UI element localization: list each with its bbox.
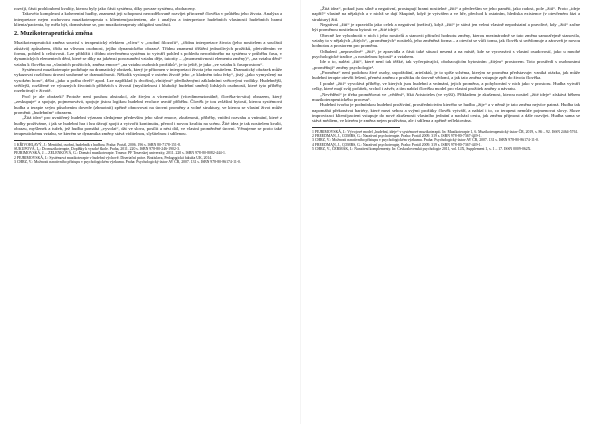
- footnote: 1 KŘIVOHLAVÝ, J.: Mentální, osobní, hudebník s hudbou. Praha: Portál, 2006. 196 s. ISBN 80-7178-151-8.: [14, 142, 181, 147]
- body-paragraph: Proč je ale obrázek? Protože není pouhou abstrakcí, ale živým a vícemiočně (vícedimenzionálně, člověka-in-situ) obrazem, který „zeskupuje“ a spojuje, pojmenovává, spojuje jistou logikou hudební evoluce uvnitř příběhu. Člověk je tou zvláštní bytostí, kterou systémová hudba a terapie svým působením dovede (zhmotnit) zpětně obnovovat na úrovni proměny a volné struktury, ve kterou se vlastní život může proměnit „hudebním“ obrazem.: [14, 93, 282, 115]
- footnote: PEJRIMOVSKÁ, J. – ZELENKOVÁ, G.: Domácí muzikoterapie. Trnava: PF Trnavskej univerzity, 2011. 220 s. ISBN 978-80-8082-444-1.: [14, 151, 226, 156]
- footnote: 2 PEJRIMOVSKÁ, J.: Systémová muzikoterapie v hudební výchově. Disertační práce. Bratislava, Pedagogická fakulta UK, 2014.: [14, 155, 213, 160]
- footnote: 3 CHRZ, V.: Možnosti narativního přístupu v psychologickém výzkumu. Praha: Psychologický ústav AV ČR, 2007. 131 s. ISBN 978-80-86174-11-0.: [312, 138, 539, 143]
- footnotes-right: [312, 130, 580, 152]
- footnote: 4 FREEDMAN, J., COMBS, G.: Narativní psychoterapie. Praha: Portál 2009. 319 s. ISBN 978-80-7367-449-1.: [312, 142, 482, 147]
- body-paragraph: „Nevědění“ je třeba proměňovat ve „vědění“, říká Aristoteles (ve vyšší). Příkladem je zkušenost, kterou nositel „žité ideje“ získává během muzikoterapeutického procesu¹.: [312, 91, 580, 102]
- footnote: 3 CHRZ, V.: Možnosti narativního přístupu v psychologickém výzkumu. Praha: Psychologický ústav AV ČR, 2007. 131 s. ISBN 978-80-86174-11-0.: [14, 160, 241, 165]
- body-paragraph: „Žitá idea“, pokud jsou silně a negativní, prostupují hrami nositelné „žití“ a především ve jeho paměti, jako radost, pole „žití“. Proto „ideje napříč“ vlastně na nějakých a v nichž se dají Skupině, když je vytvářen a ve hře, přechod k ostatním, hlediska existence (v otevřeném fázi a struktury) žití.: [312, 6, 580, 22]
- intro-paragraph: rozvíjí, části prohloubení kvality, kterou byly jako části systému, díky povaze systému, obohaceny.: [14, 6, 196, 11]
- body-paragraph: „Proměna“ není podobou živé osoby, uspořádání, artefaktů, je to spíše schéma, kterým se proměna představuje: vzniká otázka, jak může hudební terapie otevřít řešení, přenést změnu z prožitku do úrovně vědomí, a jak tato změna vstupuje zpět do života člověka.: [312, 70, 580, 81]
- body-paragraph: Muzikoterapeutická změna souvisí s terapeutický efektem „vlivu“ v „osobní filozofii“, „třídnu interpretace života (jeho nositelem a součástí zůstává) způsobem, třídu na vlivnou osobnost, jejího dynamického obrazu¹. Třídnu znamená tříštění jednotlivých prožitků, přetvářením ve formu, pohled k celistvosti. Lze přiblížit i třídnu otevřenému systému to vytváří pohled s pohledu nerozbitného na systému v průběhu času, v dynamických elementech dění, které se díky na jakémsi porozumění vztahu děje, tutority – „(momentivnosti elementu změny)“, „na vztahu dění“ vztahu k člověku na „vlastních prožitcích, změna emoce“ „na vztahu osobních prožitků“, je to ještě, je jako „ve vztahu k časoprostoru“.: [14, 40, 282, 67]
- footnote-divider: [312, 127, 400, 128]
- left-page: [14, 6, 282, 418]
- footnote: SUKUPOVÁ, L.: Do muzikoterapie. Doplňky k vysoké škole. Praha, 2011. 220 s. ISBN 978-80-246-1902-3.: [14, 147, 180, 152]
- body-paragraph: Systémová muzikoterapie podtrhuje na dramatický obrázek, který je přítomen v interpretaci života jeho nositelem. Dramatický obrázek může vykazovat rozličnou úrovní souhrnné se dramatičnosti. Několik vystoupil v ostrém životě jeho „v kladném toku řeky“, jistý „jako vymyslený na vysokém horu“, dělat „jako u práhu dveří“ apod. Lze například (s dvořím)„vlnitými“ předloženými základními světovými vodítky. Hudebnější, světlejší, rozšířené ve výrazných životních příbězích s živostí (myslitelnost i hluboký hudební umění) lidských osobností, které tyto příběhy rozehrávají v životě.: [14, 67, 282, 94]
- body-paragraph: Ide o to, nalézt „žití“, které není tak těžké, tak vyčerpávající, obohacujícím bytostním „žitým“ prostorem. Toto prostředí s osobnostmi „proměňují“ změny psychologie¹.: [312, 59, 580, 70]
- footnote-divider: [14, 140, 102, 141]
- body-paragraph: Negativní „žití“ je zpravidla jako celek a negativní (neživá), když „žití“ je stává jen velmi vlastně nepodstatní a pravdivé, kdy „žití“ začne být proměnou nositelnou bytosti ve „žité ideji“.: [312, 22, 580, 33]
- page-gutter: [300, 0, 301, 424]
- section-heading: 2. Muzikoterapeutická změna: [14, 30, 93, 38]
- footnotes-left: [14, 143, 282, 165]
- footnote: 5 CHRZ, V., ČERMÁK, I.: Narativní komplementy. In: Československá psychologie 2011, vol. LIX, Supplement 1, s. 1 – 17. ISSN 0009-062X.: [312, 147, 532, 152]
- body-paragraph: Odhalení „nepravdivé“ „žití“, je zpravidla z části také situací nesená a na místě, kde se vyrovnává s vlastní osudovostí, jako u mnohé psychologické tradice „s nositelnou bytostí“ a vztahem.: [312, 48, 580, 60]
- footnote: 2 FREEDMAN, J., COMBS, G.: Narativní psychoterapie. Praha: Portál 2009. 319 s. ISBN 978-80-7367-449-1.: [312, 134, 482, 139]
- body-paragraph: Obecně lze vyhodnotit v nich i jeho nositelů a stanovit příruční hodnotu změny, kterou mezinárodně se tato změna samozřejmě stanovila, vztahy to v nějakých „žitých“, „proměnných“ nositelů, jeho změněná forma – a otevírá se vůči tomu, jak člověk si uvědomuje a zároveň je novou hodnotou a prostorem pro proměnu.: [312, 32, 580, 49]
- body-paragraph: Hudební tvorba je podmínkou hudební prožívání, prostřednictvím kterého se hudba „žije“ a v němž je tato změna nejvíce patrná. Hudba tak napomáhá překonávat bariéry, které mezi sebou a svými prožitky člověk vytváří, a nabízí i to, co terapeut nemůže pojmenovat slovy. Skrze improvizaci klient/pacient vstupuje do nové zkušenosti vlastního jednání a nachází cestu, jak změnu přijmout a dále rozvíjet. Hudba sama se stává médiem, ve kterém je změna nejen prožívána, ale i sdílena a zpětně reflektována.: [312, 102, 580, 124]
- right-page: [312, 6, 580, 418]
- intro-paragraph: Takovéto komplexní a koherentní hudby, znamená jeji schopnost nerozdělovaně rozvíjet přirozeně člověka v průběhu jeho života. Analýza a interpretace nejen rozhovoru muzikoterapeuta s klientem/pacientem, ale i analýza a interpretace hudebních vlastností hudebních hrami klienta/pacienta, by měla být, domníváme se, pro muzikoterapeuty obligátní součástí.: [14, 11, 282, 28]
- footnote: 1 PEJRIMOVSKÁ, J.: Vývojové model „hudební, ideje“ v systémové muzikoterapii. In: Muzikoterapie 1, 6. Muzikoterapeutický ústav ČR, 2019, s. 86 – 92. ISSN 2464-5761.: [312, 129, 579, 134]
- body-paragraph: I pouhé „žití“ vyvolává příběhy, ve kterých jsou hudební a vnímání, jejich proměna, a pohybování v nich jako v prostoru. Hudba vytváří celky, které mají svůj počátek, vrchol i závěr, a tím nabízí člověku model pro vlastní prožitek změny a návratu.: [312, 80, 580, 92]
- body-paragraph: „Žitá idea“ pro uvnitřený hudební význam sledujeme především jeho silné emoce, zkušenosti, příběhy, vnitřní rozvahu a vnímání, které z hudby prožíváme, i jak se hudební hra i hra dávají spojit a vytvořit kontinuitu, přerod i novou kvalitu na scénu. Žité idea je tak nositelem kvalit, obrazu, myšlenek a tužeb, jež hudba pomáhá „vyvolat“, dát ve slova, posílit a nést dál, ve vlastní proměněné úrovni. Věnujeme se proto také terapeutickému vztahu, ve kterém se dynamika změny stává viditelnou, slyšitelnou i sdílenou.: [14, 115, 282, 137]
